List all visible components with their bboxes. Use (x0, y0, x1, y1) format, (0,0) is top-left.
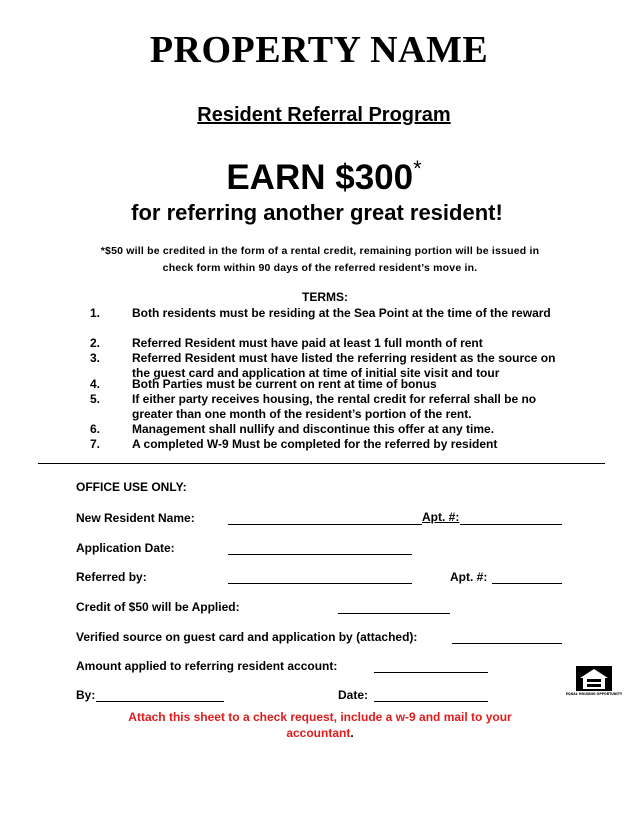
term-number: 7. (90, 437, 101, 451)
footnote-line-1: *$50 will be credited in the form of a rental credit, remaining portion will be issued in (100, 245, 540, 257)
program-title: Resident Referral Program (197, 104, 451, 126)
term-text: If either party receives housing, the rental credit for referral shall be no greater than one month of the resident’s portion of the rent. (132, 392, 537, 421)
earn-asterisk: * (413, 156, 422, 181)
new-resident-name-field[interactable] (228, 524, 422, 525)
referred-by-label: Referred by: (76, 570, 147, 584)
attach-text: Attach this sheet to a check request, include a w-9 and mail to your accountant (128, 710, 512, 740)
term-number: 5. (90, 392, 101, 406)
terms-heading: TERMS: (302, 290, 348, 304)
application-date-field[interactable] (228, 554, 412, 555)
application-date-label: Application Date: (76, 541, 175, 555)
attach-instructions (100, 709, 540, 741)
term-number: 1. (90, 306, 101, 320)
credit-applied-field[interactable] (338, 613, 450, 614)
verified-source-label: Verified source on guest card and application by (attached): (76, 630, 418, 644)
earn-amount: EARN $300 (226, 158, 414, 197)
verified-source-field[interactable] (452, 643, 562, 644)
referred-apt-number-field[interactable] (492, 583, 562, 584)
office-use-heading: OFFICE USE ONLY: (76, 480, 187, 494)
credit-applied-label: Credit of $50 will be Applied: (76, 600, 240, 614)
new-resident-label: New Resident Name: (76, 511, 195, 525)
by-signature-field[interactable] (96, 701, 224, 702)
term-number: 4. (90, 377, 101, 391)
term-number: 2. (90, 336, 101, 350)
referred-by-field[interactable] (228, 583, 412, 584)
by-label: By: (76, 688, 96, 702)
apt-number-field[interactable] (460, 524, 562, 525)
equal-housing-caption: EQUAL HOUSING OPPORTUNITY (565, 692, 623, 696)
term-text: Referred Resident must have paid at least 1 full month of rent (132, 336, 483, 350)
amount-applied-label: Amount applied to referring resident account: (76, 659, 338, 673)
term-item (90, 306, 560, 336)
term-text: Both Parties must be current on rent at time of bonus (132, 377, 437, 391)
equal-housing-opportunity-icon (565, 666, 623, 700)
earn-headline (5, 158, 643, 198)
credit-footnote (60, 243, 580, 277)
tagline: for referring another great resident! (131, 200, 503, 225)
apt-label-2: Apt. #: (450, 570, 488, 584)
term-number: 3. (90, 351, 101, 365)
property-name-title: PROPERTY NAME (149, 29, 489, 71)
date-field[interactable] (374, 701, 488, 702)
term-text: Both residents must be residing at the Sea Point at the time of the reward (132, 306, 551, 320)
term-text: A completed W-9 Must be completed for the referred by resident (132, 437, 498, 451)
term-text: Referred Resident must have listed the referring resident as the source on the guest card and application at time of initial site visit and tour (132, 351, 556, 380)
apt-label: Apt. #: (422, 510, 460, 524)
footnote-line-2: check form within 90 days of the referred resident’s move in. (162, 262, 478, 274)
term-text: Management shall nullify and discontinue this offer at any time. (132, 422, 495, 436)
attach-period: . (350, 726, 354, 740)
section-divider (38, 463, 605, 464)
date-label: Date: (338, 688, 369, 702)
term-number: 6. (90, 422, 101, 436)
equal-housing-house-icon (565, 666, 623, 700)
amount-applied-field[interactable] (374, 672, 488, 673)
